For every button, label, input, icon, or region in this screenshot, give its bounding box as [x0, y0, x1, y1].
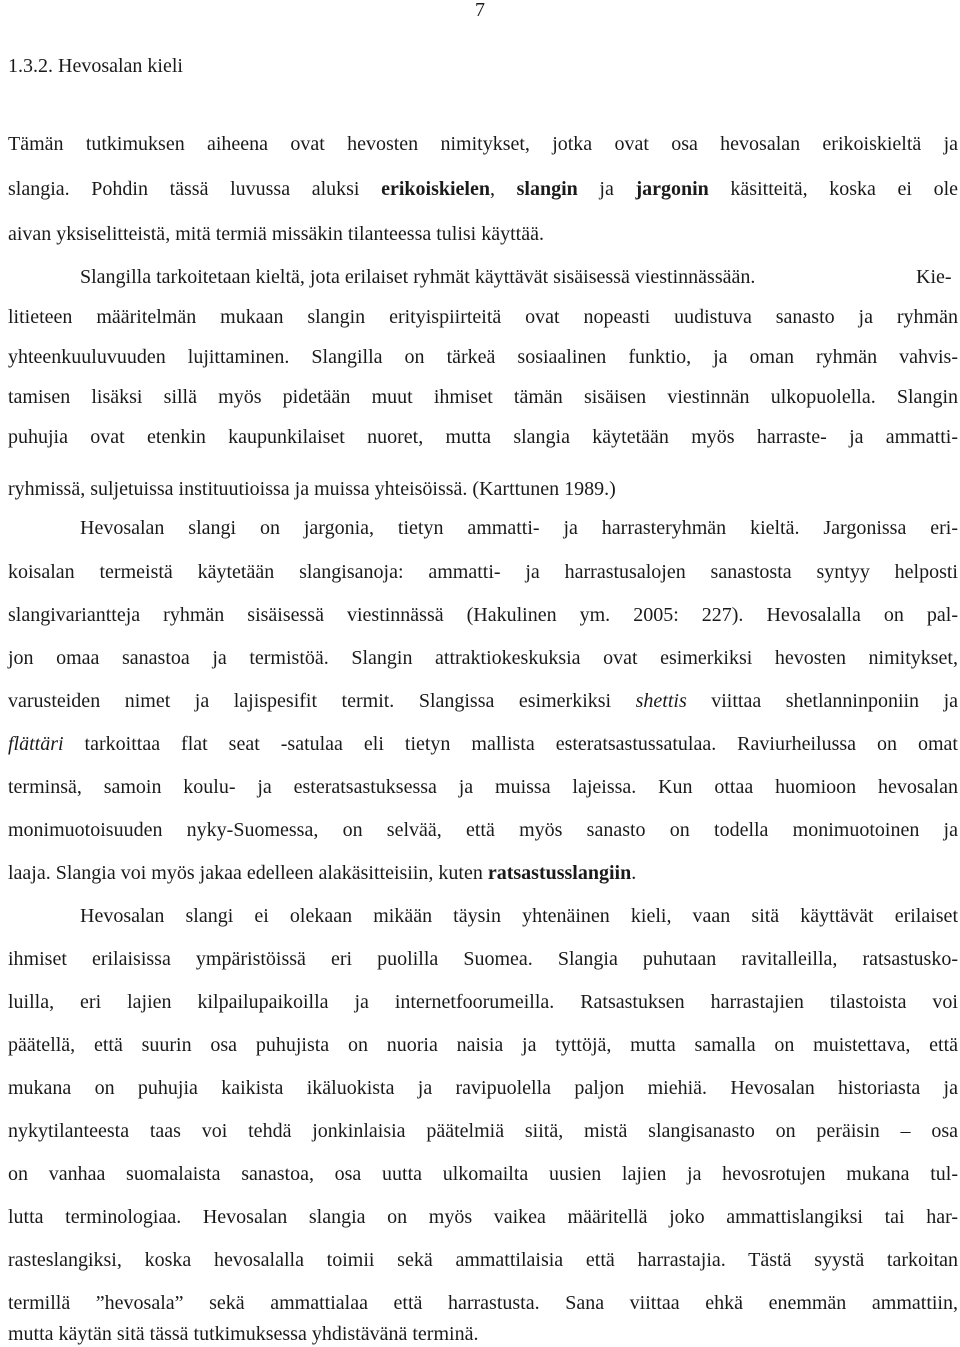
text-span: Tämän tutkimuksen aiheena ovat hevosten nimitykset, jotka ovat osa hevosalan erikoiskieltä ja	[8, 133, 958, 155]
text-span: päätellä, että suurin osa puhujista on nuoria naisia ja tyttöjä, mutta samalla on muistettava, että	[8, 1034, 958, 1056]
text-span: slangivariantteja ryhmän sisäisessä viestinnässä (Hakulinen ym. 2005: 227). Hevosalalla on pal-	[8, 604, 958, 626]
text-line	[8, 344, 958, 370]
text-line	[8, 559, 958, 585]
text-line	[8, 1032, 958, 1058]
text-span: puhujia ovat etenkin kaupunkilaiset nuoret, mutta slangia käytetään myös harraste- ja ammatti-	[8, 426, 958, 448]
text-line	[80, 515, 958, 541]
text-span: ,	[489, 178, 517, 200]
text-line	[8, 221, 958, 247]
text-span: ihmiset erilaisissa ympäristöissä eri puolilla Suomea. Slangia puhutaan ravitalleilla, ratsastusko-	[8, 948, 958, 970]
text-line	[8, 131, 958, 157]
text-span: ja	[577, 178, 636, 200]
text-span: yhteenkuuluvuuden lujittaminen. Slangilla on tärkeä sosiaalinen funktio, ja oman ryhmän vahvis-	[8, 346, 958, 368]
text-span: Kie-	[916, 266, 952, 288]
text-span: monimuotoisuuden nyky-Suomessa, on selvää, että myös sanasto on todella monimuotoinen ja	[8, 819, 958, 841]
text-span: ryhmissä, suljetuissa instituutioissa ja muissa yhteisöissä. (Karttunen 1989.)	[8, 478, 616, 500]
text-span: .	[631, 862, 637, 884]
text-line	[80, 264, 875, 290]
bold-term: erikoiskielen	[381, 178, 490, 200]
text-line	[8, 1247, 958, 1273]
text-line	[8, 946, 958, 972]
text-line	[8, 476, 958, 502]
text-span: luilla, eri lajien kilpailupaikoilla ja internetfoorumeilla. Ratsastuksen harrastajien tilastoista voi	[8, 991, 958, 1013]
text-span: lutta terminologiaa. Hevosalan slangia on myös vaikea määritellä joko ammattislangiksi tai har-	[8, 1206, 958, 1228]
text-line	[8, 384, 958, 410]
text-line	[8, 176, 958, 202]
text-span: rasteslangiksi, koska hevosalalla toimii sekä ammattilaisia että harrastajia. Tästä syystä tarkoitan	[8, 1249, 958, 1271]
text-line	[8, 817, 958, 843]
page-number: 7	[475, 0, 485, 21]
bold-term: ratsastusslangiin	[487, 862, 632, 884]
text-line	[8, 1290, 958, 1316]
text-line	[8, 645, 958, 671]
text-span: laaja. Slangia voi myös jakaa edelleen alakäsitteisiin, kuten	[8, 862, 488, 884]
italic-term: shettis	[635, 690, 687, 712]
section-heading: 1.3.2. Hevosalan kieli	[8, 55, 183, 77]
text-span: tarkoittaa flat seat -satulaa eli tietyn mallista esteratsastussatulaa. Raviurheilussa on omat	[63, 733, 958, 755]
text-span: tamisen lisäksi sillä myös pidetään muut ihmiset tämän sisäisen viestinnän ulkopuolella. Slangin	[8, 386, 958, 408]
text-line	[8, 860, 958, 886]
text-span: aivan yksiselitteistä, mitä termiä missäkin tilanteessa tulisi käyttää.	[8, 223, 544, 245]
text-span: mutta käytän sitä tässä tutkimuksessa yhdistävänä terminä.	[8, 1323, 479, 1345]
text-line	[8, 688, 958, 714]
text-line	[8, 304, 958, 330]
text-line	[8, 1321, 958, 1347]
text-span: varusteiden nimet ja lajispesifit termit. Slangissa esimerkiksi	[8, 690, 636, 712]
text-span: Slangilla tarkoitetaan kieltä, jota erilaiset ryhmät käyttävät sisäisessä viestinnässään.	[80, 266, 756, 288]
text-span: litieteen määritelmän mukaan slangin erityispiirteitä ovat nopeasti uudistuva sanasto ja ryhmän	[8, 306, 958, 328]
text-line	[8, 424, 958, 450]
text-span: terminsä, samoin koulu- ja esteratsastuksessa ja muissa lajeissa. Kun ottaa huomioon hevosalan	[8, 776, 958, 798]
text-span: koisalan termeistä käytetään slangisanoja: ammatti- ja harrastusalojen sanastosta syntyy helposti	[8, 561, 958, 583]
text-line	[8, 602, 958, 628]
italic-term: flättäri	[8, 733, 64, 755]
text-line	[8, 774, 958, 800]
bold-term: slangin	[516, 178, 578, 200]
text-line	[8, 731, 958, 757]
text-span: slangia. Pohdin tässä luvussa aluksi	[8, 178, 382, 200]
text-line	[80, 903, 958, 929]
text-span: käsitteitä, koska ei ole	[708, 178, 959, 200]
text-span: Hevosalan slangi on jargonia, tietyn ammatti- ja harrasteryhmän kieltä. Jargonissa eri-	[80, 517, 958, 539]
text-span: nykytilanteesta taas voi tehdä jonkinlaisia päätelmiä siitä, mistä slangisanasto on peräisin – osa	[8, 1120, 958, 1142]
text-line	[8, 1075, 958, 1101]
text-line	[8, 1204, 958, 1230]
text-span: jon omaa sanastoa ja termistöä. Slangin attraktiokeskuksia ovat esimerkiksi hevosten nimitykset,	[8, 647, 958, 669]
text-span: Hevosalan slangi ei olekaan mikään täysin yhtenäinen kieli, vaan sitä käyttävät erilaiset	[80, 905, 958, 927]
text-line	[8, 1161, 958, 1187]
bold-term: jargonin	[635, 178, 709, 200]
text-span: mukana on puhujia kaikista ikäluokista ja ravipuolella paljon miehiä. Hevosalan historiasta ja	[8, 1077, 958, 1099]
text-line	[8, 1118, 958, 1144]
text-span: on vanhaa suomalaista sanastoa, osa uutta ulkomailta uusien lajien ja hevosrotujen mukana tul-	[8, 1163, 958, 1185]
text-line	[916, 264, 958, 290]
text-span: termillä ”hevosala” sekä ammattialaa että harrastusta. Sana viittaa ehkä enemmän ammattiin,	[8, 1292, 958, 1314]
text-span: viittaa shetlanninponiin ja	[686, 690, 959, 712]
text-line	[8, 989, 958, 1015]
